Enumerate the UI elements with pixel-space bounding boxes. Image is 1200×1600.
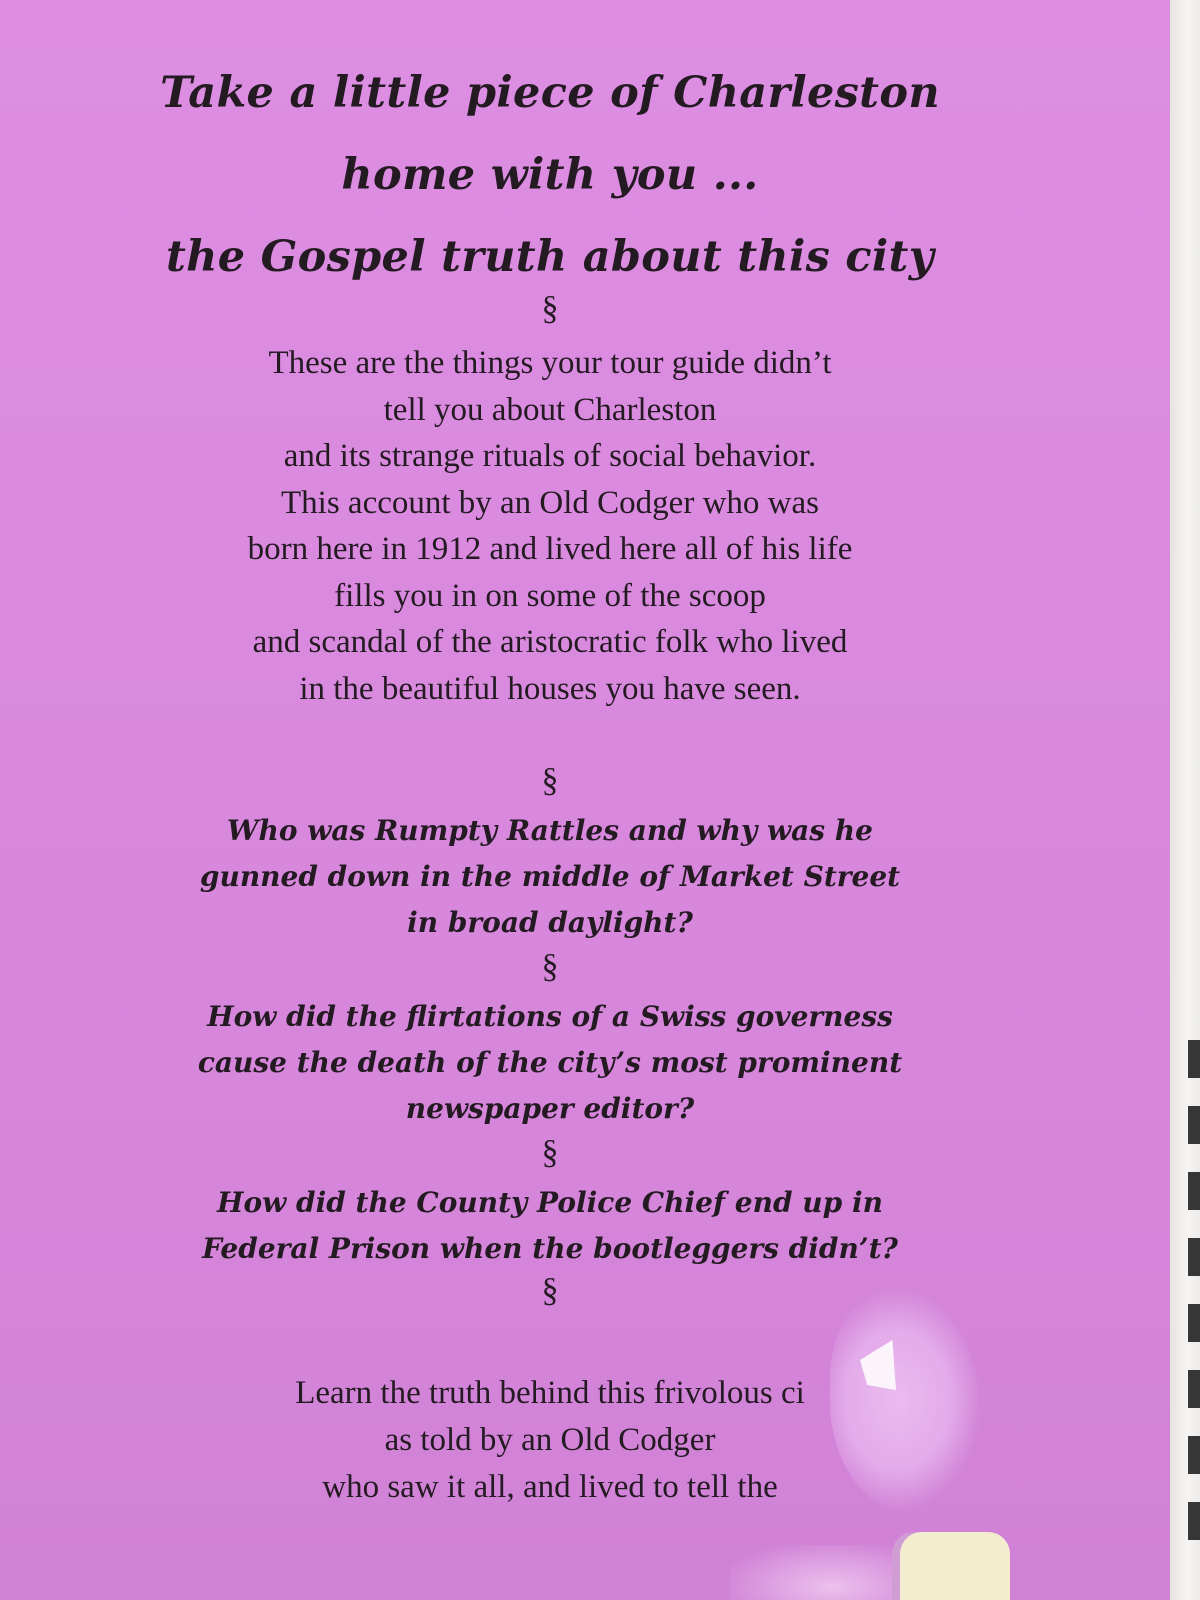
closing-line-1: Learn the truth behind this frivolous ci: [295, 1375, 805, 1411]
intro-line-5: born here in 1912 and lived here all of his life: [247, 531, 853, 567]
price-sticker-remnant: [900, 1532, 1010, 1600]
section-divider-1: §: [541, 290, 559, 327]
closing-line-2: as told by an Old Codger: [384, 1422, 716, 1458]
intro-line-1: These are the things your tour guide didn’t: [268, 345, 832, 381]
question-police-chief: [0, 1180, 1100, 1272]
section-divider-5: §: [541, 1272, 559, 1309]
intro-line-6: fills you in on some of the scoop: [334, 577, 766, 614]
torn-sticker-residue: [730, 1545, 900, 1600]
intro-line-7: and scandal of the aristocratic folk who lived: [252, 624, 848, 660]
question-rumpty-rattles: [0, 808, 1100, 946]
question-2-line-2: cause the death of the city’s most prominent: [197, 1046, 903, 1079]
question-2-line-1: How did the flirtations of a Swiss governess: [207, 1000, 893, 1033]
intro-line-3: and its strange rituals of social behavior.: [283, 438, 817, 474]
closing-line-3: who saw it all, and lived to tell the: [322, 1469, 778, 1505]
intro-paragraph: [0, 340, 1100, 712]
headline-line-2: home with you ...: [341, 150, 759, 200]
headline-line-3: the Gospel truth about this city: [166, 232, 934, 282]
question-1-line-2: gunned down in the middle of Market Street: [199, 860, 901, 893]
headline-line-1: Take a little piece of Charleston: [160, 68, 940, 118]
question-3-line-1: How did the County Police Chief end up in: [217, 1186, 883, 1219]
intro-line-2: tell you about Charleston: [383, 391, 717, 428]
section-divider-2: §: [541, 762, 559, 799]
question-1-line-1: Who was Rumpty Rattles and why was he: [227, 814, 873, 847]
intro-line-8: in the beautiful houses you have seen.: [299, 670, 801, 707]
section-divider-4: §: [541, 1134, 559, 1171]
question-swiss-governess: [0, 994, 1100, 1132]
barcode-edge-marks: [1188, 1040, 1200, 1560]
question-2-line-3: newspaper editor?: [405, 1092, 695, 1125]
question-1-line-3: in broad daylight?: [407, 906, 693, 939]
torn-paper-patch: [830, 1290, 980, 1510]
headline: [0, 52, 1100, 298]
section-divider-3: §: [541, 948, 559, 985]
intro-line-4: This account by an Old Codger who was: [281, 484, 819, 521]
question-3-line-2: Federal Prison when the bootleggers didn’t?: [202, 1232, 898, 1265]
